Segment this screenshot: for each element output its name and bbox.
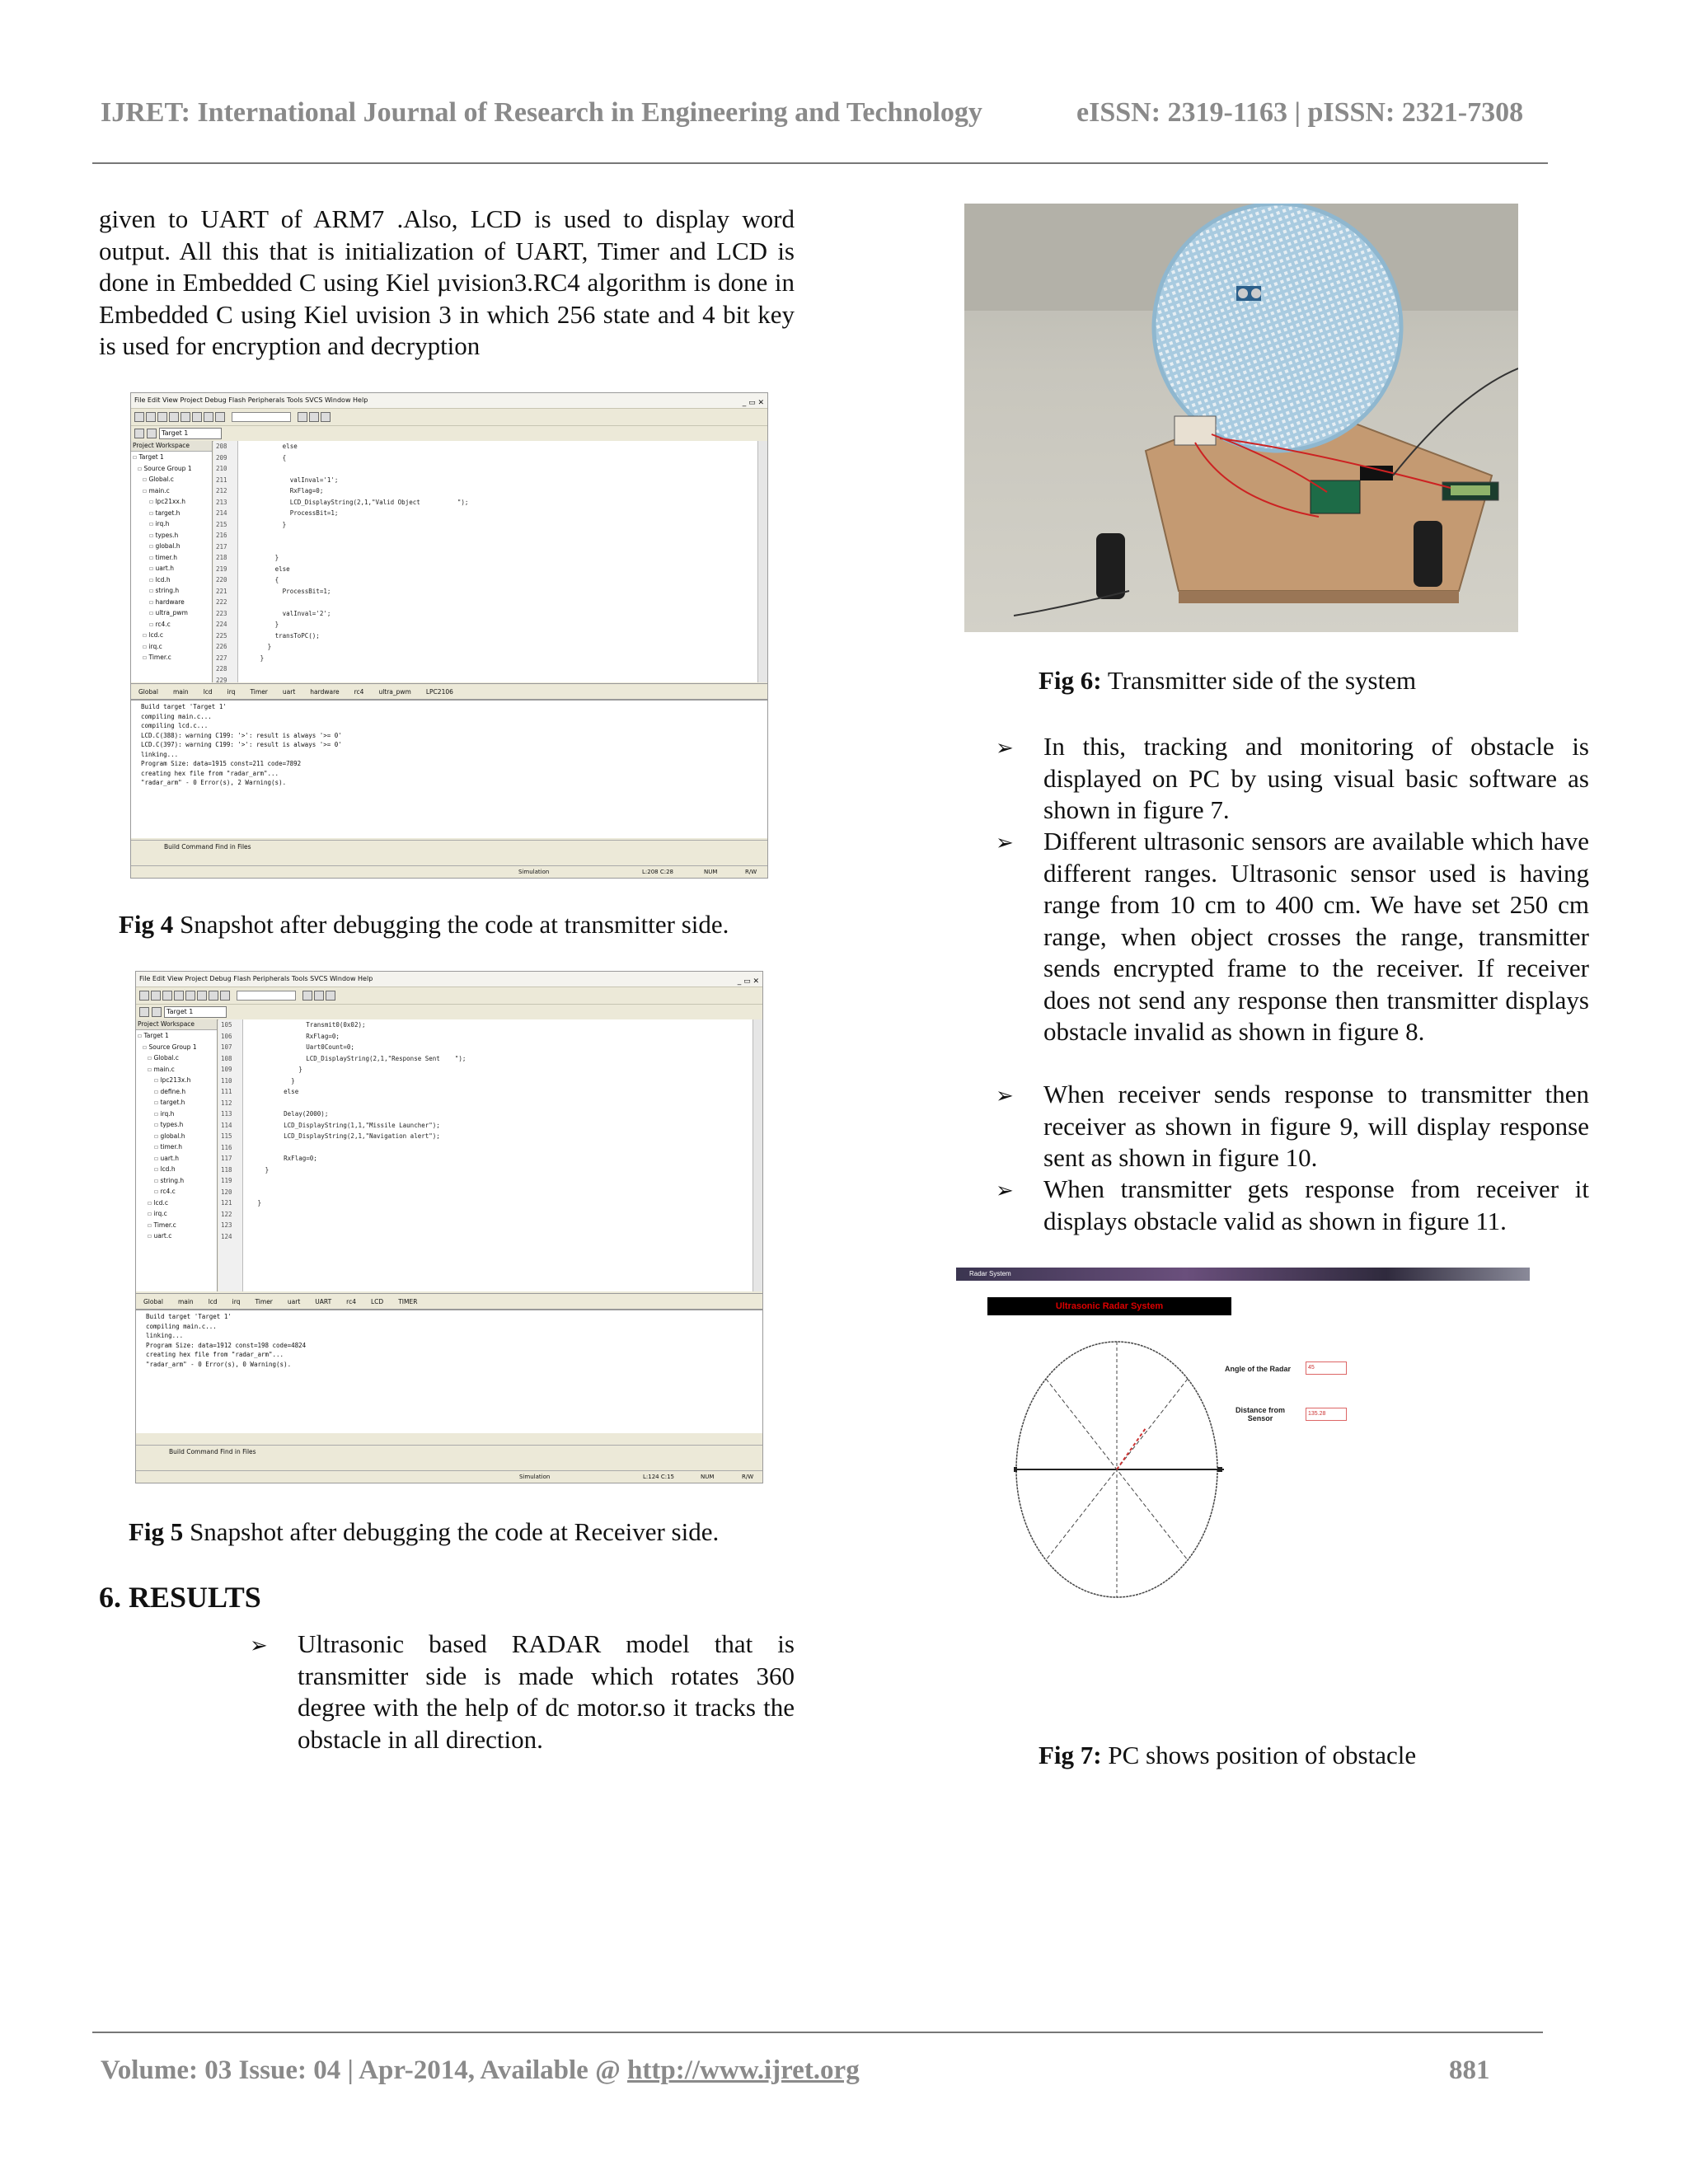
tree-node: ▫ timer.h — [131, 552, 212, 564]
rebuild-icon — [152, 1007, 162, 1017]
right-bullet-1: In this, tracking and monitoring of obstacle is displayed on PC by using visual basic software as shown in figure 7. — [1043, 732, 1589, 824]
bullet-arrow-icon: ➢ — [996, 831, 1014, 855]
code-editor — [213, 441, 767, 682]
file-tab: irq — [227, 687, 236, 696]
bullet-arrow-icon: ➢ — [996, 1084, 1014, 1108]
debug-icon — [321, 412, 331, 422]
tree-node: ▫ Source Group 1 — [131, 463, 212, 475]
fig4-label: Fig 4 — [119, 910, 174, 939]
code-text: else { valInval='1'; RxFlag=0; LCD_DisplayString(2,1,"Valid Object "); ProcessBit=1; } } else { ProcessBit=1; valInval='2'; } transToPC(); } } — [260, 443, 469, 662]
save-icon — [157, 412, 167, 422]
file-tab: hardware — [310, 687, 340, 696]
status-mode: Simulation — [519, 1474, 551, 1480]
file-tab: LCD — [370, 1297, 384, 1305]
ide-statusbar — [136, 1470, 762, 1483]
bookmark-icon — [309, 412, 319, 422]
fig5-caption-text: Snapshot after debugging the code at Receiver side. — [190, 1517, 720, 1546]
build-output: Build target 'Target 1' compiling main.c... compiling lcd.c... LCD.C(388): warning C199: '>': result is always '>= 0' LCD.C(397): warning C199: '>': result is always '>= 0' linking... Program Size: data=1915 const=211 code=7892 creating hex file from "radar_arm"... "radar_arm" - 0 Error(s), 2 Warning(s). — [131, 700, 767, 838]
file-tab: Timer — [255, 1297, 273, 1305]
build-output: Build target 'Target 1' compiling main.c... linking... Program Size: data=1912 const=198 code=4824 creating hex file from "radar_arm"... "radar_arm" - 0 Error(s), 0 Warning(s). — [136, 1310, 762, 1433]
tree-node: ▫ rc4.c — [131, 619, 212, 630]
file-tab: LPC2106 — [425, 687, 453, 696]
code-editor — [218, 1019, 762, 1291]
status-position: L:124 C:15 — [643, 1474, 674, 1480]
fig4-caption — [119, 910, 729, 940]
cut-icon — [169, 412, 179, 422]
file-tab: rc4 — [346, 1297, 356, 1305]
tree-node: ▫ irq.c — [136, 1208, 217, 1220]
tree-node: ▫ rc4.c — [136, 1186, 217, 1197]
ide-build-toolbar — [136, 1005, 762, 1020]
fig6-transmitter-photo — [964, 204, 1518, 632]
file-tab: main — [172, 687, 189, 696]
tree-node: ▫ lcd.h — [136, 1164, 217, 1175]
intro-paragraph: given to UART of ARM7 .Also, LCD is used to display word output. All this that is initialization of UART, Timer and LCD is done in Embedded C using Kiel µvision3.RC4 algorithm is done in Embedded C using Kiel uvision 3 in which 256 state and 4 bit key is used for encryption and decryption — [99, 204, 795, 360]
tree-node: ▫ string.h — [131, 585, 212, 597]
tree-node: ▫ target.h — [136, 1097, 217, 1108]
code-text: Transmit0(0x02); RxFlag=0; Uart0Count=0; LCD_DisplayString(2,1,"Response Sent "); } } else Delay(2000); LCD_DisplayString(1,1,"Missile Launcher"); LCD_DisplayString(2,1,"Navigation alert"); RxFlag=0; } } — [257, 1021, 467, 1207]
editor-scrollbar — [753, 1019, 762, 1291]
tree-node: ▫ timer.h — [136, 1141, 217, 1153]
bullet-arrow-icon: ➢ — [250, 1633, 268, 1658]
file-tab: lcd — [208, 1297, 218, 1305]
file-tab: uart — [282, 687, 296, 696]
redo-icon — [215, 412, 225, 422]
fig5-ide-screenshot — [135, 971, 763, 1483]
tree-node: ▫ target.h — [131, 508, 212, 519]
footer-rule — [92, 2032, 1543, 2033]
angle-label: Angle of the Radar — [1225, 1365, 1292, 1373]
ide-main-area — [131, 441, 767, 682]
tree-node: ▫ Target 1 — [131, 452, 212, 463]
workspace-title: Project Workspace — [136, 1019, 217, 1030]
right-bullet-3: When receiver sends response to transmitter then receiver as shown in figure 9, will display response sent as shown in figure 10. — [1043, 1080, 1589, 1172]
tree-node: ▫ lcd.h — [131, 574, 212, 586]
file-tab: TIMER — [398, 1297, 418, 1305]
status-mode: Simulation — [518, 869, 550, 875]
file-tab: lcd — [203, 687, 213, 696]
ide-menubar — [136, 972, 762, 987]
file-tab: irq — [232, 1297, 241, 1305]
radar-heading: Ultrasonic Radar System — [987, 1297, 1231, 1315]
tree-node: ▫ Global.c — [131, 474, 212, 485]
new-file-icon — [139, 991, 149, 1001]
window-controls-icon: _ ▭ ✕ — [742, 399, 764, 407]
right-bullet-4: When transmitter gets response from receiver it displays obstacle valid as shown in figure 11. — [1043, 1174, 1589, 1235]
fig7-label: Fig 7: — [1039, 1741, 1102, 1769]
workspace-title: Project Workspace — [131, 441, 212, 452]
tree-node: ▫ global.h — [131, 541, 212, 552]
tree-node: ▫ types.h — [131, 530, 212, 541]
fig7-caption — [1039, 1741, 1416, 1770]
radar-display — [1014, 1338, 1228, 1610]
journal-header: IJRET: International Journal of Research in Engineering and Technology — [101, 97, 982, 128]
radar-axis-marker — [1217, 1467, 1222, 1472]
transmitter-photo-drawing — [964, 204, 1518, 632]
tree-node: ▫ Target 1 — [136, 1030, 217, 1042]
tree-node: ▫ Global.c — [136, 1052, 217, 1064]
ide-main-area — [136, 1019, 762, 1291]
ide-menu-items: File Edit View Project Debug Flash Peripherals Tools SVCS Window Help — [139, 975, 373, 982]
ide-statusbar — [131, 865, 767, 878]
paste-icon — [197, 991, 207, 1001]
file-tab: uart — [287, 1297, 301, 1305]
radar-window-titlebar: Radar System — [956, 1268, 1530, 1281]
status-num: NUM — [701, 1474, 715, 1480]
file-tab: UART — [315, 1297, 332, 1305]
fig7-radar-gui — [956, 1268, 1530, 1614]
tree-node: ▫ lpc21xx.h — [131, 496, 212, 508]
fig6-caption — [1039, 666, 1416, 696]
tree-node: ▫ irq.h — [131, 518, 212, 530]
file-tab: ultra_pwm — [378, 687, 411, 696]
ide-menubar — [131, 393, 767, 409]
build-icon — [139, 1007, 149, 1017]
ide-toolbar — [131, 409, 767, 426]
file-tab: main — [177, 1297, 194, 1305]
copy-icon — [181, 412, 190, 422]
undo-icon — [209, 991, 218, 1001]
tree-node: ▫ irq.h — [136, 1108, 217, 1120]
open-file-icon — [146, 412, 156, 422]
tree-node: ▫ lcd.c — [131, 630, 212, 641]
window-controls-icon: _ ▭ ✕ — [737, 977, 759, 986]
output-tabs: Build Command Find in Files — [131, 840, 767, 854]
tree-node: ▫ define.h — [136, 1086, 217, 1098]
tree-node: ▫ types.h — [136, 1119, 217, 1131]
cut-icon — [174, 991, 184, 1001]
search-icon — [302, 991, 312, 1001]
tree-node: ▫ uart.c — [136, 1230, 217, 1242]
find-dropdown — [237, 991, 296, 1001]
file-tab: Timer — [250, 687, 268, 696]
page-number: 881 — [1449, 2055, 1490, 2085]
new-file-icon — [134, 412, 144, 422]
footer-volume — [101, 2055, 860, 2086]
status-rw: R/W — [742, 1474, 754, 1480]
tree-node: ▫ uart.h — [131, 563, 212, 574]
ide-menu-items: File Edit View Project Debug Flash Peripherals Tools SVCS Window Help — [134, 396, 368, 404]
tree-node: ▫ ultra_pwm — [131, 607, 212, 619]
line-numbers: 208 209 210 211 212 213 214 215 216 217 218 219 220 221 222 223 224 225 226 227 228 229 — [213, 441, 238, 682]
fig4-caption-text: Snapshot after debugging the code at transmitter side. — [180, 910, 729, 939]
radar-sweep-line — [1117, 1428, 1146, 1469]
redo-icon — [220, 991, 230, 1001]
undo-icon — [204, 412, 213, 422]
tree-node: ▫ Timer.c — [136, 1220, 217, 1231]
bullet-arrow-icon: ➢ — [996, 1179, 1014, 1203]
fig5-label: Fig 5 — [129, 1517, 184, 1546]
copy-icon — [185, 991, 195, 1001]
status-rw: R/W — [745, 869, 757, 875]
target-select: Target 1 — [164, 1006, 227, 1018]
find-dropdown — [232, 412, 291, 422]
angle-field: 45 — [1306, 1361, 1347, 1375]
distance-label: Distance from Sensor — [1235, 1406, 1286, 1422]
output-tabs: Build Command Find in Files — [136, 1445, 762, 1459]
project-workspace-tree — [136, 1019, 218, 1291]
target-select: Target 1 — [159, 428, 222, 439]
rebuild-icon — [147, 429, 157, 438]
footer-url-link[interactable]: http://www.ijret.org — [627, 2055, 860, 2085]
results-bullet: Ultrasonic based RADAR model that is transmitter side is made which rotates 360 degree with the help of dc motor.so it tracks the obstacle in all direction. — [298, 1629, 795, 1754]
build-icon — [134, 429, 144, 438]
right-bullet-2: Different ultrasonic sensors are available which have different ranges. Ultrasonic sensor used is having range from 10 cm to 400 cm. We have set 250 cm range, when object crosses the range, transmitter sends encrypted frame to the receiver. If receiver does not send any response then transmitter displays obstacle invalid as shown in figure 8. — [1043, 827, 1589, 1046]
status-num: NUM — [704, 869, 718, 875]
ide-build-toolbar — [131, 426, 767, 442]
tree-node: ▫ Timer.c — [131, 652, 212, 663]
paste-icon — [192, 412, 202, 422]
tree-node: ▫ uart.h — [136, 1153, 217, 1165]
debug-icon — [326, 991, 335, 1001]
editor-scrollbar — [757, 441, 767, 682]
tree-node: ▫ Source Group 1 — [136, 1042, 217, 1053]
file-tab: Global — [143, 1297, 163, 1305]
fig5-caption — [129, 1517, 719, 1547]
tree-node: ▫ main.c — [136, 1064, 217, 1076]
file-tabs — [131, 683, 767, 700]
fig7-caption-text: PC shows position of obstacle — [1108, 1741, 1417, 1769]
bookmark-icon — [314, 991, 324, 1001]
tree-node: ▫ irq.c — [131, 641, 212, 653]
tree-node: ▫ lcd.c — [136, 1197, 217, 1209]
open-file-icon — [151, 991, 161, 1001]
tree-node: ▫ hardware — [131, 597, 212, 608]
distance-field: 135.28 — [1306, 1408, 1347, 1421]
fig4-ide-screenshot — [130, 392, 768, 879]
file-tab: rc4 — [354, 687, 364, 696]
file-tabs — [136, 1293, 762, 1310]
ide-toolbar — [136, 987, 762, 1005]
bullet-arrow-icon: ➢ — [996, 736, 1014, 761]
save-icon — [162, 991, 172, 1001]
header-rule — [92, 162, 1548, 164]
tree-node: ▫ lpc213x.h — [136, 1075, 217, 1086]
radar-axis-marker — [1014, 1467, 1017, 1472]
tree-node: ▫ global.h — [136, 1131, 217, 1142]
file-tab: Global — [138, 687, 158, 696]
status-position: L:208 C:28 — [642, 869, 673, 875]
project-workspace-tree — [131, 441, 213, 682]
line-numbers: 105 106 107 108 109 110 111 112 113 114 115 116 117 118 119 120 121 122 123 124 — [218, 1019, 243, 1291]
section-title-results: 6. RESULTS — [99, 1581, 261, 1614]
fig6-label: Fig 6: — [1039, 666, 1102, 695]
footer-volume-text: Volume: 03 Issue: 04 | Apr-2014, Available @ — [101, 2055, 628, 2085]
tree-node: ▫ string.h — [136, 1175, 217, 1187]
fig6-caption-text: Transmitter side of the system — [1107, 666, 1417, 695]
issn-header: eISSN: 2319-1163 | pISSN: 2321-7308 — [1076, 97, 1524, 128]
tree-node: ▫ main.c — [131, 485, 212, 497]
search-icon — [298, 412, 307, 422]
